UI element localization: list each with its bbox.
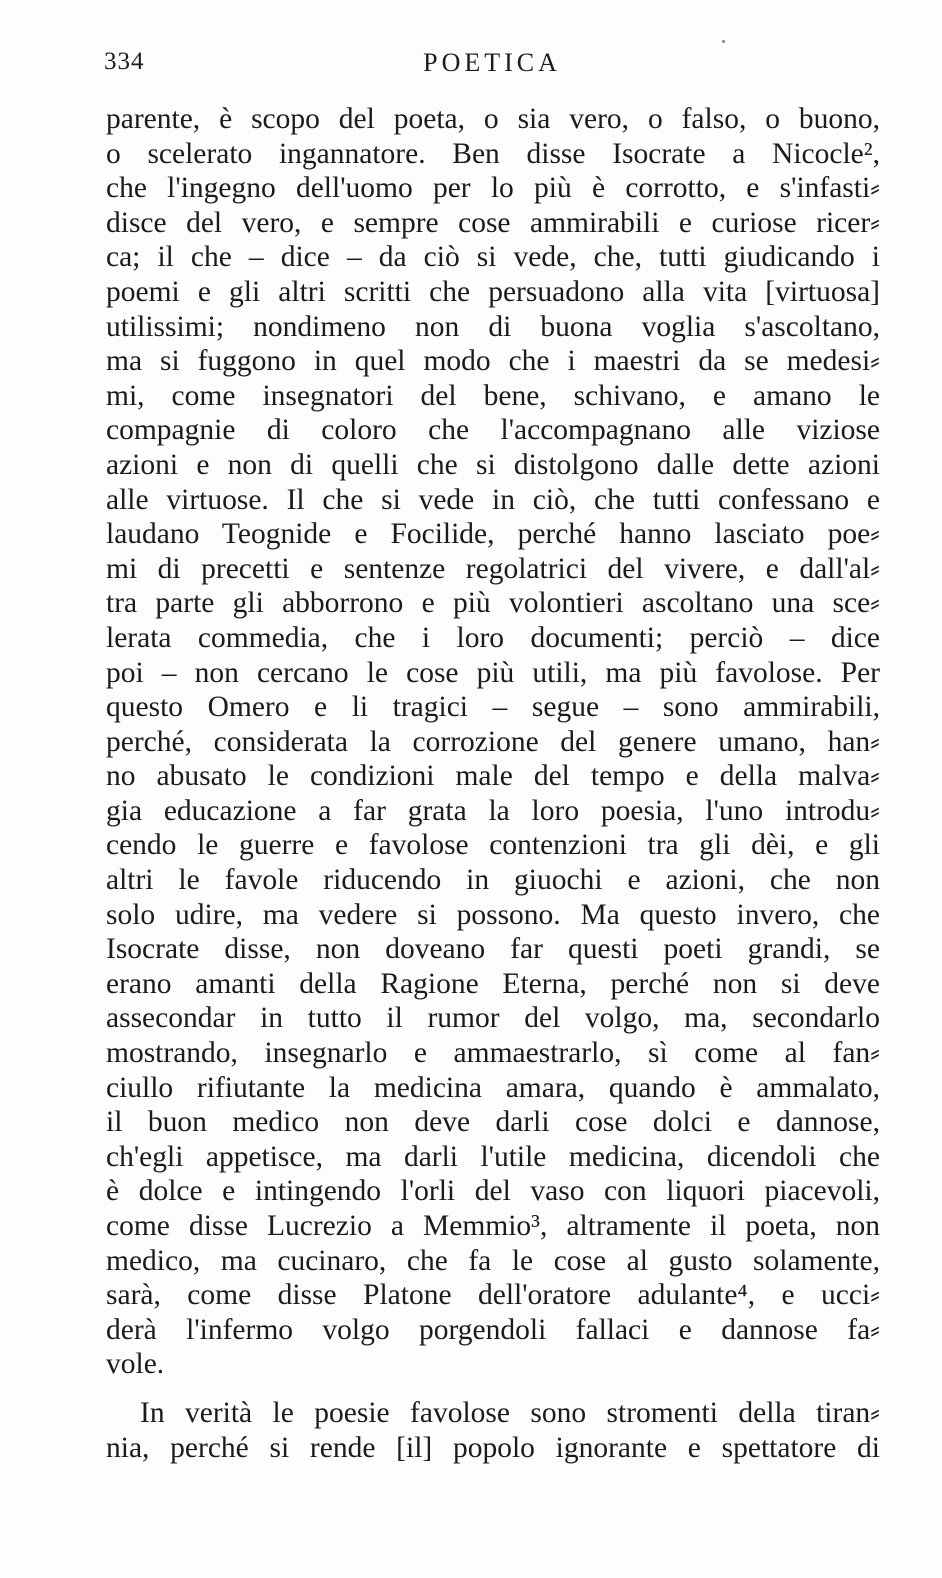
text-line: no abusato le condizioni male del tempo e della malva⸗ xyxy=(106,760,880,793)
text-line: utilissimi; nondimeno non di buona voglia s'ascoltano, xyxy=(106,310,880,343)
text-line: ma si fuggono in quel modo che i maestri da se medesi⸗ xyxy=(106,345,880,378)
paragraph-gap xyxy=(106,1382,880,1396)
text-line: ciullo rifiutante la medicina amara, quando è ammalato, xyxy=(106,1071,880,1104)
text-line: ca; il che – dice – da ciò si vede, che, tutti giudicando i xyxy=(106,241,880,274)
text-line: disce del vero, e sempre cose ammirabili e curiose ricer⸗ xyxy=(106,206,880,239)
text-line: medico, ma cucinaro, che fa le cose al gusto solamente, xyxy=(106,1244,880,1277)
body-text xyxy=(106,102,880,1465)
paragraph xyxy=(106,1396,880,1465)
text-line: azioni e non di quelli che si distolgono dalle dette azioni xyxy=(106,448,880,481)
text-line: nia, perché si rende [il] popolo ignorante e spettatore di xyxy=(106,1431,880,1464)
text-line: solo udire, ma vedere si possono. Ma questo invero, che xyxy=(106,898,880,931)
text-line: tra parte gli abborrono e più volontieri ascoltano una sce⸗ xyxy=(106,587,880,620)
text-line: vole. xyxy=(106,1348,165,1381)
text-line: poemi e gli altri scritti che persuadono alla vita [virtuosa] xyxy=(106,275,880,308)
text-line: mi di precetti e sentenze regolatrici del vivere, e dall'al⸗ xyxy=(106,552,880,585)
text-line: gia educazione a far grata la loro poesia, l'uno introdu⸗ xyxy=(106,794,880,827)
text-line: In verità le poesie favolose sono stromenti della tiran⸗ xyxy=(140,1396,880,1429)
text-line: o scelerato ingannatore. Ben disse Isocrate a Nicocle², xyxy=(106,137,880,170)
text-line: questo Omero e li tragici – segue – sono ammirabili, xyxy=(106,691,880,724)
text-line: perché, considerata la corrozione del genere umano, han⸗ xyxy=(106,725,880,758)
text-line: laudano Teognide e Focilide, perché hanno lasciato poe⸗ xyxy=(106,518,880,551)
text-line: lerata commedia, che i loro documenti; perciò – dice xyxy=(106,621,880,654)
text-line: sarà, come disse Platone dell'oratore adulante⁴, e ucci⸗ xyxy=(106,1279,880,1312)
text-line: compagnie di coloro che l'accompagnano alle viziose xyxy=(106,414,880,447)
text-line: parente, è scopo del poeta, o sia vero, o falso, o buono, xyxy=(106,103,880,135)
running-title: POETICA xyxy=(423,48,561,77)
text-line: che l'ingegno dell'uomo per lo più è corrotto, e s'infasti⸗ xyxy=(106,172,880,205)
text-line: il buon medico non deve darli cose dolci e dannose, xyxy=(106,1106,880,1139)
text-line: Isocrate disse, non doveano far questi poeti grandi, se xyxy=(106,933,880,966)
text-line: come disse Lucrezio a Memmio³, altramente il poeta, non xyxy=(106,1210,880,1242)
paper-speck xyxy=(722,40,725,43)
text-line: mi, come insegnatori del bene, schivano, e amano le xyxy=(106,379,880,412)
text-line: altri le favole riducendo in giuochi e azioni, che non xyxy=(106,864,880,897)
text-line: derà l'infermo volgo porgendoli fallaci e dannose fa⸗ xyxy=(106,1313,880,1346)
text-line: poi – non cercano le cose più utili, ma più favolose. Per xyxy=(106,656,880,689)
text-line: alle virtuose. Il che si vede in ciò, che tutti confessano e xyxy=(106,483,880,516)
running-head xyxy=(104,48,880,82)
text-line: è dolce e intingendo l'orli del vaso con liquori piacevoli, xyxy=(106,1175,880,1208)
text-line: assecondar in tutto il rumor del volgo, ma, secondarlo xyxy=(106,1002,880,1035)
text-line: ch'egli appetisce, ma darli l'utile medicina, dicendoli che xyxy=(106,1140,880,1173)
paragraph xyxy=(106,102,880,1382)
text-line: mostrando, insegnarlo e ammaestrarlo, sì come al fan⸗ xyxy=(106,1037,880,1070)
text-line: erano amanti della Ragione Eterna, perché non si deve xyxy=(106,967,880,1000)
page-number: 334 xyxy=(104,48,145,75)
text-line: cendo le guerre e favolose contenzioni tra gli dèi, e gli xyxy=(106,829,880,862)
